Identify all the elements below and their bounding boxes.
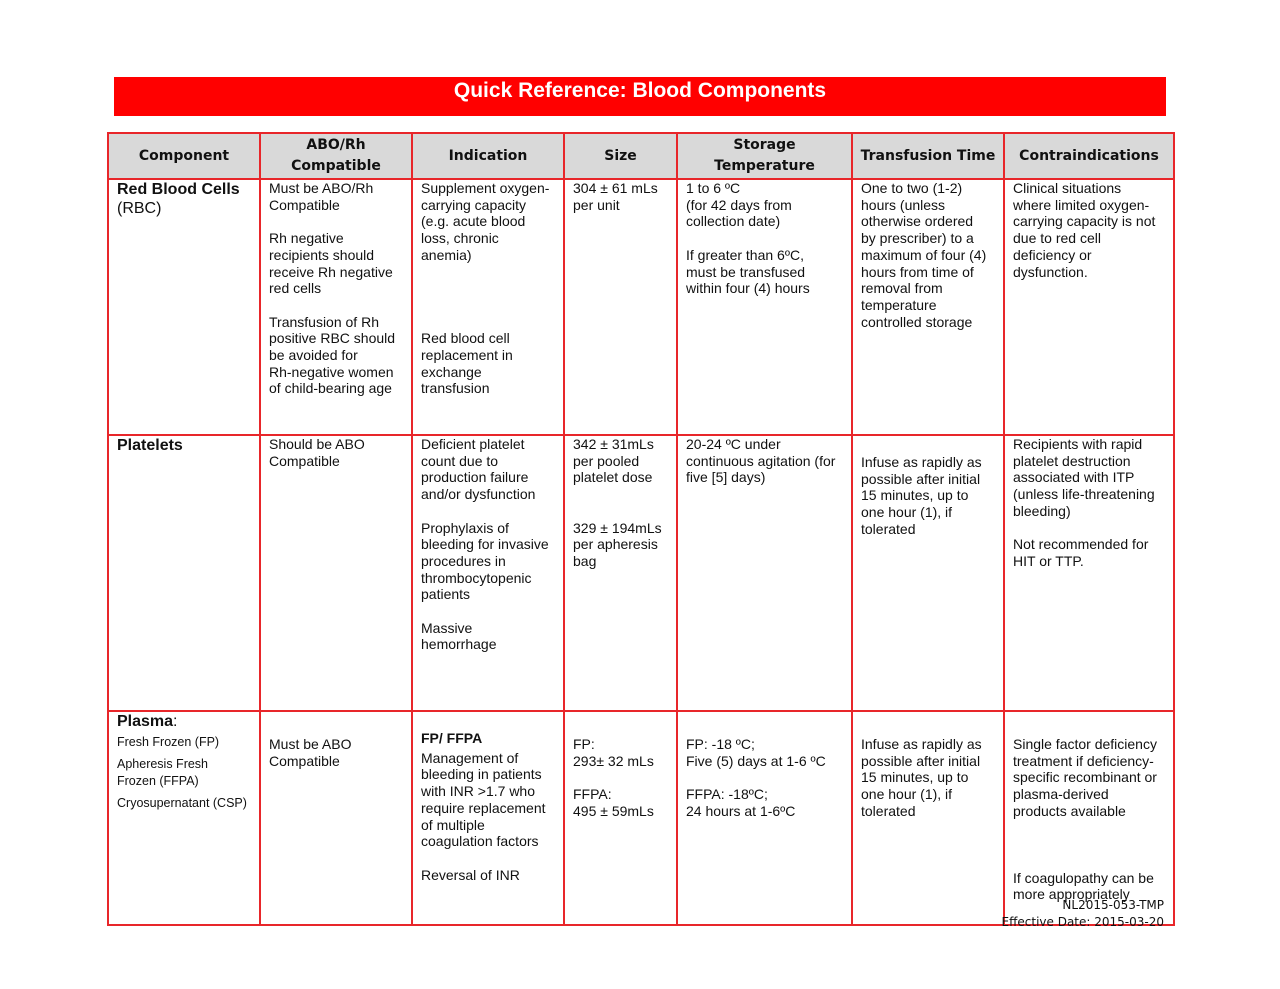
document-id: NL2015-053-TMP [1062, 898, 1164, 912]
component-name: Red Blood Cells [117, 181, 240, 198]
cell-contra: Recipients with rapid platelet destruction associated with ITP (unless life-threatening bleeding) Not recommended for HIT or TTP. [1004, 435, 1174, 711]
component-abbrev: (RBC) [117, 200, 162, 217]
effective-date: Effective Date: 2015-03-20 [1001, 915, 1164, 929]
table-row-plasma [108, 711, 1174, 925]
header-transfusion-time: Transfusion Time [852, 133, 1004, 179]
cell-contra: Clinical situations where limited oxygen- carrying capacity is not due to red cell deficiency or dysfunction. [1004, 179, 1174, 435]
indication-heading: FP/ FFPA [421, 730, 483, 746]
table-header-row [108, 133, 1174, 179]
cell-component [108, 179, 260, 435]
table-row-rbc [108, 179, 1174, 435]
cell-time: One to two (1-2) hours (unless otherwise ordered by prescriber) to a maximum of four (4) hours from time of removal from temperature controlled storage [852, 179, 1004, 435]
page-title: Quick Reference: Blood Components [114, 77, 1166, 116]
component-name-colon: : [173, 713, 178, 730]
cell-indication: Supplement oxygen- carrying capacity (e.g. acute blood loss, chronic anemia) Red blood cell replacement in exchange transfusion [412, 179, 564, 435]
header-component: Component [108, 133, 260, 179]
cell-abo: Should be ABO Compatible [260, 435, 412, 711]
cell-component [108, 711, 260, 925]
cell-storage: FP: -18 ºC; Five (5) days at 1-6 ºC FFPA: -18ºC; 24 hours at 1-6ºC [677, 711, 852, 925]
cell-abo: Must be ABO Compatible [260, 711, 412, 925]
header-storage: Storage Temperature [677, 133, 852, 179]
header-contraindications: Contraindications [1004, 133, 1174, 179]
cell-size: FP: 293± 32 mLs FFPA: 495 ± 59mLs [564, 711, 677, 925]
cell-size: 304 ± 61 mLs per unit [564, 179, 677, 435]
component-name [117, 712, 253, 732]
cell-indication: Deficient platelet count due to production failure and/or dysfunction Prophylaxis of bleeding for invasive procedures in thrombocytopenic patients Massive hemorrhage [412, 435, 564, 711]
component-name: Platelets [117, 437, 183, 454]
header-abo-rh: ABO/Rh Compatible [260, 133, 412, 179]
component-name-text: Plasma [117, 713, 174, 730]
indication-text: Management of bleeding in patients with INR >1.7 who require replacement of multiple coagulation factors Reversal of INR [421, 749, 546, 883]
table-row-platelets [108, 435, 1174, 711]
plasma-type-csp: Cryosupernatant (CSP) [117, 796, 247, 810]
header-indication: Indication [412, 133, 564, 179]
cell-time: Infuse as rapidly as possible after initial 15 minutes, up to one hour (1), if tolerated [852, 435, 1004, 711]
blood-components-table [107, 132, 1175, 926]
cell-abo: Must be ABO/Rh Compatible Rh negative recipients should receive Rh negative red cells Transfusion of Rh positive RBC should be avoided for Rh-negative women of child-bearing age [260, 179, 412, 435]
cell-storage: 1 to 6 ºC (for 42 days from collection date) If greater than 6ºC, must be transfused within four (4) hours [677, 179, 852, 435]
cell-time: Infuse as rapidly as possible after initial 15 minutes, up to one hour (1), if tolerated [852, 711, 1004, 925]
plasma-type-fp: Fresh Frozen (FP) [117, 735, 220, 749]
header-size: Size [564, 133, 677, 179]
cell-component [108, 435, 260, 711]
cell-storage: 20-24 ºC under continuous agitation (for five [5] days) [677, 435, 852, 711]
cell-indication [412, 711, 564, 925]
cell-contra: Single factor deficiency treatment if deficiency- specific recombinant or plasma-derived products available If coagulopathy can be more appropriately [1004, 711, 1174, 925]
plasma-type-ffpa: Apheresis Fresh Frozen (FFPA) [117, 757, 209, 788]
cell-size: 342 ± 31mLs per pooled platelet dose 329 ± 194mLs per apheresis bag [564, 435, 677, 711]
